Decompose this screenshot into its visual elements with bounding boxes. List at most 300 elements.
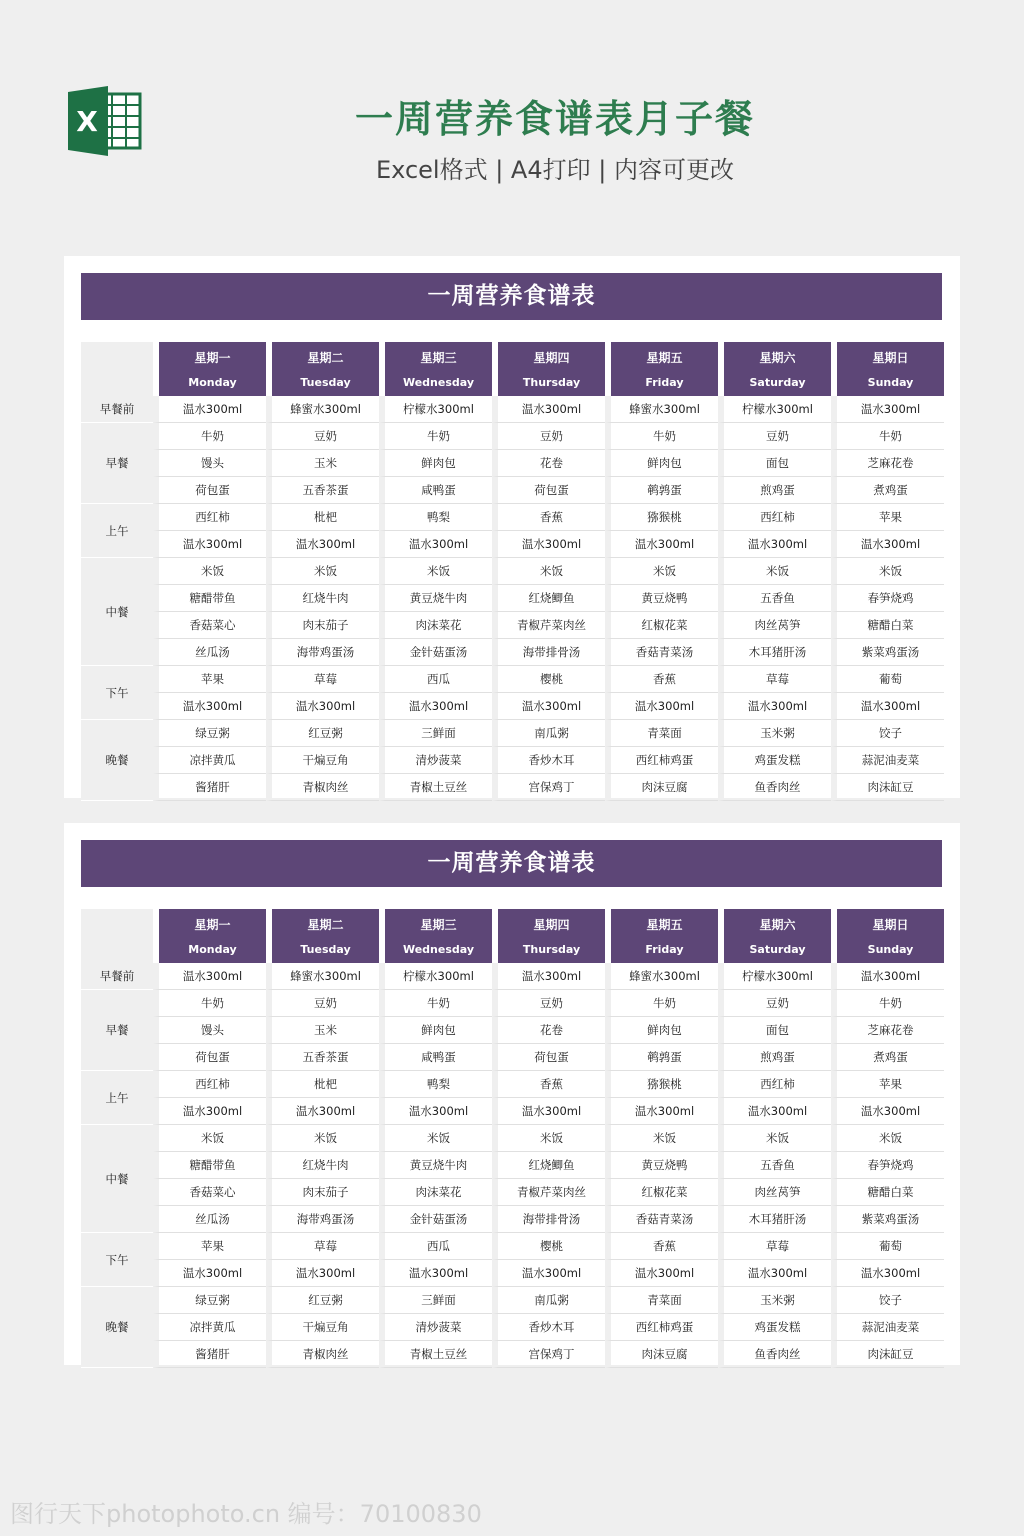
menu-cell[interactable]: 米饭 (718, 558, 831, 585)
menu-cell[interactable]: 温水300ml (605, 693, 718, 720)
menu-cell[interactable]: 西红柿 (153, 1071, 266, 1098)
menu-cell[interactable]: 糖醋白菜 (831, 612, 944, 639)
menu-cell[interactable]: 西瓜 (379, 666, 492, 693)
menu-cell[interactable]: 牛奶 (379, 423, 492, 450)
table-row (81, 1233, 944, 1260)
menu-cell[interactable]: 温水300ml (605, 531, 718, 558)
day-name-zh: 星期三 (420, 351, 457, 365)
menu-cell[interactable]: 温水300ml (266, 1260, 379, 1287)
menu-cell[interactable]: 枇杷 (266, 1071, 379, 1098)
menu-cell[interactable]: 清炒菠菜 (379, 1314, 492, 1341)
menu-cell[interactable]: 丝瓜汤 (153, 639, 266, 666)
table-row (81, 531, 944, 558)
day-name-en: Wednesday (402, 943, 475, 956)
menu-cell[interactable]: 温水300ml (153, 396, 266, 423)
day-name-zh: 星期六 (759, 918, 796, 932)
menu-cell[interactable]: 温水300ml (492, 396, 605, 423)
menu-cell[interactable]: 蜂蜜水300ml (266, 963, 379, 990)
menu-cell[interactable]: 温水300ml (266, 693, 379, 720)
menu-cell[interactable]: 猕猴桃 (605, 504, 718, 531)
page-subtitle: Excel格式 | A4打印 | 内容可更改 (376, 156, 734, 184)
menu-cell[interactable]: 玉米粥 (718, 720, 831, 747)
menu-cell[interactable]: 蒜泥油麦菜 (831, 747, 944, 774)
table-row (81, 504, 944, 531)
menu-cell[interactable]: 温水300ml (492, 963, 605, 990)
meal-label: 中餐 (81, 1125, 153, 1233)
menu-cell[interactable]: 香蕉 (492, 1071, 605, 1098)
menu-cell[interactable]: 黄豆烧鸭 (605, 585, 718, 612)
menu-cell[interactable]: 青菜面 (605, 1287, 718, 1314)
menu-cell[interactable]: 五香鱼 (718, 1152, 831, 1179)
menu-cell[interactable]: 米饭 (379, 558, 492, 585)
menu-cell[interactable]: 樱桃 (492, 666, 605, 693)
table-row (81, 666, 944, 693)
menu-cell[interactable]: 米饭 (492, 1125, 605, 1152)
menu-cell[interactable]: 柠檬水300ml (718, 963, 831, 990)
menu-cell[interactable]: 春笋烧鸡 (831, 1152, 944, 1179)
weekly-menu-table (81, 342, 944, 801)
menu-cell[interactable]: 玉米 (266, 450, 379, 477)
day-name-en: Tuesday (300, 376, 351, 389)
header-corner-cell (81, 909, 153, 963)
menu-cell[interactable]: 西红柿 (718, 1071, 831, 1098)
menu-cell[interactable]: 清炒菠菜 (379, 747, 492, 774)
menu-cell[interactable]: 温水300ml (831, 531, 944, 558)
menu-cell[interactable]: 荷包蛋 (492, 1044, 605, 1071)
menu-cell[interactable]: 香蕉 (492, 504, 605, 531)
day-name-zh: 星期二 (307, 351, 344, 365)
menu-cell[interactable]: 鲜肉包 (379, 1017, 492, 1044)
menu-cell[interactable]: 凉拌黄瓜 (153, 747, 266, 774)
menu-cell[interactable]: 米饭 (718, 1125, 831, 1152)
menu-cell[interactable]: 柠檬水300ml (379, 963, 492, 990)
menu-cell[interactable]: 煮鸡蛋 (831, 1044, 944, 1071)
menu-cell[interactable]: 宫保鸡丁 (492, 1341, 605, 1368)
menu-cell[interactable]: 五香茶蛋 (266, 1044, 379, 1071)
menu-cell[interactable]: 肉末茄子 (266, 612, 379, 639)
menu-cell[interactable]: 金针菇蛋汤 (379, 639, 492, 666)
table-row (81, 1044, 944, 1071)
day-name-zh: 星期六 (759, 351, 796, 365)
menu-cell[interactable]: 鸡蛋发糕 (718, 747, 831, 774)
menu-cell[interactable]: 红椒花菜 (605, 1179, 718, 1206)
menu-cell[interactable]: 牛奶 (153, 990, 266, 1017)
menu-cell[interactable]: 红烧鲫鱼 (492, 1152, 605, 1179)
menu-cell[interactable]: 芝麻花卷 (831, 1017, 944, 1044)
menu-cell[interactable]: 花卷 (492, 1017, 605, 1044)
meal-label: 早餐前 (81, 963, 153, 990)
table-row (81, 639, 944, 666)
table-row (81, 477, 944, 504)
menu-cell[interactable]: 温水300ml (718, 1098, 831, 1125)
day-header (153, 909, 266, 963)
menu-cell[interactable]: 煎鸡蛋 (718, 1044, 831, 1071)
day-name-en: Tuesday (300, 943, 351, 956)
menu-cell[interactable]: 温水300ml (605, 1098, 718, 1125)
menu-cell[interactable]: 鹌鹑蛋 (605, 477, 718, 504)
meal-label: 早餐 (81, 423, 153, 504)
menu-cell[interactable]: 米饭 (153, 1125, 266, 1152)
day-header (379, 342, 492, 396)
menu-cell[interactable]: 蒜泥油麦菜 (831, 1314, 944, 1341)
menu-cell[interactable]: 花卷 (492, 450, 605, 477)
day-name-en: Saturday (749, 943, 806, 956)
menu-cell[interactable]: 葡萄 (831, 1233, 944, 1260)
menu-cell[interactable]: 肉沫缸豆 (831, 1341, 944, 1368)
menu-cell[interactable]: 鱼香肉丝 (718, 774, 831, 801)
excel-logo-icon (68, 86, 142, 156)
menu-cell[interactable]: 鸭梨 (379, 1071, 492, 1098)
menu-cell[interactable]: 丝瓜汤 (153, 1206, 266, 1233)
menu-cell[interactable]: 青椒土豆丝 (379, 1341, 492, 1368)
day-name-en: Thursday (522, 376, 581, 389)
menu-cell[interactable]: 荷包蛋 (153, 1044, 266, 1071)
menu-cell[interactable]: 米饭 (492, 558, 605, 585)
menu-cell[interactable]: 柠檬水300ml (379, 396, 492, 423)
menu-cell[interactable]: 温水300ml (153, 1260, 266, 1287)
day-name-zh: 星期一 (194, 351, 231, 365)
menu-cell[interactable]: 西瓜 (379, 1233, 492, 1260)
table-row (81, 1341, 944, 1368)
menu-cell[interactable]: 绿豆粥 (153, 1287, 266, 1314)
menu-cell[interactable]: 春笋烧鸡 (831, 585, 944, 612)
day-name-zh: 星期四 (533, 351, 570, 365)
menu-cell[interactable]: 温水300ml (153, 693, 266, 720)
day-name-zh: 星期五 (646, 918, 683, 932)
menu-cell[interactable]: 鲜肉包 (379, 450, 492, 477)
menu-cell[interactable]: 豆奶 (718, 990, 831, 1017)
menu-cell[interactable]: 咸鸭蛋 (379, 477, 492, 504)
day-header (605, 909, 718, 963)
weekly-menu-table (81, 909, 944, 1368)
menu-cell[interactable]: 温水300ml (153, 531, 266, 558)
menu-cell[interactable]: 西红柿鸡蛋 (605, 747, 718, 774)
menu-cell[interactable]: 温水300ml (379, 693, 492, 720)
table-row (81, 1314, 944, 1341)
menu-cell[interactable]: 蜂蜜水300ml (266, 396, 379, 423)
menu-cell[interactable]: 海带排骨汤 (492, 1206, 605, 1233)
menu-cell[interactable]: 五香鱼 (718, 585, 831, 612)
table-row (81, 558, 944, 585)
menu-cell[interactable]: 温水300ml (718, 1260, 831, 1287)
menu-cell[interactable]: 豆奶 (492, 423, 605, 450)
svg-text:X: X (76, 105, 98, 138)
menu-cell[interactable]: 鸡蛋发糕 (718, 1314, 831, 1341)
menu-cell[interactable]: 青椒芹菜肉丝 (492, 612, 605, 639)
menu-cell[interactable]: 温水300ml (492, 693, 605, 720)
menu-cell[interactable]: 饺子 (831, 1287, 944, 1314)
menu-cell[interactable]: 温水300ml (153, 1098, 266, 1125)
card-title: 一周营养食谱表 (81, 840, 942, 887)
menu-cell[interactable]: 豆奶 (492, 990, 605, 1017)
page-title: 一周营养食谱表月子餐 (354, 97, 755, 141)
day-name-en: Wednesday (402, 376, 475, 389)
menu-cell[interactable]: 牛奶 (605, 990, 718, 1017)
menu-cell[interactable]: 豆奶 (266, 990, 379, 1017)
menu-cell[interactable]: 红烧牛肉 (266, 585, 379, 612)
menu-cell[interactable]: 红椒花菜 (605, 612, 718, 639)
menu-cell[interactable]: 牛奶 (379, 990, 492, 1017)
menu-cell[interactable]: 黄豆烧鸭 (605, 1152, 718, 1179)
menu-cell[interactable]: 木耳猪肝汤 (718, 639, 831, 666)
menu-cell[interactable]: 玉米 (266, 1017, 379, 1044)
menu-cell[interactable]: 糖醋带鱼 (153, 1152, 266, 1179)
menu-cell[interactable]: 玉米粥 (718, 1287, 831, 1314)
menu-cell[interactable]: 糖醋带鱼 (153, 585, 266, 612)
menu-cell[interactable]: 米饭 (266, 558, 379, 585)
table-row (81, 423, 944, 450)
table-row (81, 1260, 944, 1287)
day-name-zh: 星期日 (872, 351, 909, 365)
day-name-en: Friday (645, 943, 684, 956)
menu-cell[interactable]: 咸鸭蛋 (379, 1044, 492, 1071)
menu-cell[interactable]: 温水300ml (266, 531, 379, 558)
menu-cell[interactable]: 豆奶 (718, 423, 831, 450)
menu-cell[interactable]: 豆奶 (266, 423, 379, 450)
menu-cell[interactable]: 香炒木耳 (492, 1314, 605, 1341)
menu-cell[interactable]: 黄豆烧牛肉 (379, 1152, 492, 1179)
menu-cell[interactable]: 温水300ml (492, 1260, 605, 1287)
menu-cell[interactable]: 煎鸡蛋 (718, 477, 831, 504)
menu-cell[interactable]: 苹果 (831, 1071, 944, 1098)
menu-cell[interactable]: 鹌鹑蛋 (605, 1044, 718, 1071)
menu-cell[interactable]: 蜂蜜水300ml (605, 396, 718, 423)
menu-cell[interactable]: 鲜肉包 (605, 1017, 718, 1044)
menu-cell[interactable]: 枇杷 (266, 504, 379, 531)
menu-cell[interactable]: 青椒土豆丝 (379, 774, 492, 801)
day-header (718, 342, 831, 396)
menu-cell[interactable]: 肉沫豆腐 (605, 1341, 718, 1368)
meal-label: 早餐 (81, 990, 153, 1071)
day-header (831, 342, 944, 396)
menu-cell[interactable]: 饺子 (831, 720, 944, 747)
table-row (81, 396, 944, 423)
menu-card-2 (64, 823, 960, 1365)
menu-cell[interactable]: 香菇菜心 (153, 1179, 266, 1206)
menu-cell[interactable]: 米饭 (831, 1125, 944, 1152)
menu-cell[interactable]: 温水300ml (492, 1098, 605, 1125)
menu-cell[interactable]: 馒头 (153, 450, 266, 477)
menu-cell[interactable]: 青菜面 (605, 720, 718, 747)
meal-label: 上午 (81, 1071, 153, 1125)
day-name-zh: 星期三 (420, 918, 457, 932)
menu-cell[interactable]: 海带排骨汤 (492, 639, 605, 666)
menu-cell[interactable]: 青椒肉丝 (266, 774, 379, 801)
card-title: 一周营养食谱表 (81, 273, 942, 320)
menu-cell[interactable]: 木耳猪肝汤 (718, 1206, 831, 1233)
menu-cell[interactable]: 米饭 (605, 558, 718, 585)
menu-cell[interactable]: 西红柿 (153, 504, 266, 531)
table-row (81, 1287, 944, 1314)
day-header (266, 909, 379, 963)
table-row (81, 990, 944, 1017)
menu-cell[interactable]: 苹果 (153, 666, 266, 693)
day-name-zh: 星期五 (646, 351, 683, 365)
menu-table-viewport (81, 909, 942, 1361)
menu-cell[interactable]: 荷包蛋 (492, 477, 605, 504)
menu-cell[interactable]: 香炒木耳 (492, 747, 605, 774)
menu-cell[interactable]: 香菇青菜汤 (605, 1206, 718, 1233)
menu-cell[interactable]: 温水300ml (718, 693, 831, 720)
menu-cell[interactable]: 青椒芹菜肉丝 (492, 1179, 605, 1206)
menu-cell[interactable]: 草莓 (718, 666, 831, 693)
menu-cell[interactable]: 西红柿 (718, 504, 831, 531)
menu-cell[interactable]: 鸭梨 (379, 504, 492, 531)
menu-cell[interactable]: 米饭 (153, 558, 266, 585)
menu-cell[interactable]: 绿豆粥 (153, 720, 266, 747)
watermark-text: 图行天下photophoto.cn 编号：70100830 (10, 1500, 482, 1528)
menu-cell[interactable]: 金针菇蛋汤 (379, 1206, 492, 1233)
menu-cell[interactable]: 肉丝莴笋 (718, 1179, 831, 1206)
menu-cell[interactable]: 猕猴桃 (605, 1071, 718, 1098)
menu-cell[interactable]: 蜂蜜水300ml (605, 963, 718, 990)
table-row (81, 774, 944, 801)
menu-cell[interactable]: 肉沫缸豆 (831, 774, 944, 801)
table-row (81, 612, 944, 639)
menu-cell[interactable]: 肉沫菜花 (379, 612, 492, 639)
menu-cell[interactable]: 温水300ml (831, 1260, 944, 1287)
day-header (153, 342, 266, 396)
header-corner-cell (81, 342, 153, 396)
meal-label: 早餐前 (81, 396, 153, 423)
meal-label: 下午 (81, 1233, 153, 1287)
table-row (81, 1098, 944, 1125)
menu-cell[interactable]: 肉沫菜花 (379, 1179, 492, 1206)
menu-cell[interactable]: 温水300ml (379, 531, 492, 558)
menu-cell[interactable]: 温水300ml (831, 963, 944, 990)
menu-cell[interactable]: 酱猪肝 (153, 1341, 266, 1368)
table-row (81, 1179, 944, 1206)
table-row (81, 1152, 944, 1179)
menu-cell[interactable]: 米饭 (266, 1125, 379, 1152)
menu-cell[interactable]: 米饭 (605, 1125, 718, 1152)
day-header (492, 909, 605, 963)
meal-label: 晚餐 (81, 1287, 153, 1368)
day-name-zh: 星期二 (307, 918, 344, 932)
menu-cell[interactable]: 苹果 (153, 1233, 266, 1260)
menu-cell[interactable]: 香蕉 (605, 666, 718, 693)
day-name-en: Saturday (749, 376, 806, 389)
day-header (831, 909, 944, 963)
table-row (81, 585, 944, 612)
day-name-en: Thursday (522, 943, 581, 956)
menu-cell[interactable]: 肉末茄子 (266, 1179, 379, 1206)
day-header (379, 909, 492, 963)
menu-cell[interactable]: 香蕉 (605, 1233, 718, 1260)
table-row (81, 1017, 944, 1044)
day-name-en: Monday (188, 376, 237, 389)
menu-cell[interactable]: 凉拌黄瓜 (153, 1314, 266, 1341)
day-header (605, 342, 718, 396)
menu-cell[interactable]: 干煸豆角 (266, 1314, 379, 1341)
menu-cell[interactable]: 草莓 (266, 1233, 379, 1260)
menu-cell[interactable]: 肉丝莴笋 (718, 612, 831, 639)
meal-label: 中餐 (81, 558, 153, 666)
menu-cell[interactable]: 温水300ml (831, 1098, 944, 1125)
day-name-en: Monday (188, 943, 237, 956)
menu-cell[interactable]: 红烧牛肉 (266, 1152, 379, 1179)
menu-cell[interactable]: 红烧鲫鱼 (492, 585, 605, 612)
menu-cell[interactable]: 温水300ml (831, 693, 944, 720)
meal-label: 上午 (81, 504, 153, 558)
menu-cell[interactable]: 柠檬水300ml (718, 396, 831, 423)
table-row (81, 747, 944, 774)
menu-cell[interactable]: 牛奶 (605, 423, 718, 450)
menu-cell[interactable]: 南瓜粥 (492, 720, 605, 747)
menu-cell[interactable]: 馒头 (153, 1017, 266, 1044)
menu-card-1 (64, 256, 960, 798)
menu-cell[interactable]: 温水300ml (718, 531, 831, 558)
menu-cell[interactable]: 牛奶 (831, 423, 944, 450)
menu-cell[interactable]: 温水300ml (266, 1098, 379, 1125)
menu-cell[interactable]: 牛奶 (831, 990, 944, 1017)
menu-cell[interactable]: 面包 (718, 1017, 831, 1044)
menu-cell[interactable]: 樱桃 (492, 1233, 605, 1260)
menu-cell[interactable]: 草莓 (266, 666, 379, 693)
menu-cell[interactable]: 煮鸡蛋 (831, 477, 944, 504)
menu-cell[interactable]: 宫保鸡丁 (492, 774, 605, 801)
menu-cell[interactable]: 香菇菜心 (153, 612, 266, 639)
menu-cell[interactable]: 酱猪肝 (153, 774, 266, 801)
menu-cell[interactable]: 青椒肉丝 (266, 1341, 379, 1368)
menu-cell[interactable]: 温水300ml (379, 1260, 492, 1287)
day-header (266, 342, 379, 396)
menu-cell[interactable]: 苹果 (831, 504, 944, 531)
menu-cell[interactable]: 面包 (718, 450, 831, 477)
menu-cell[interactable]: 牛奶 (153, 423, 266, 450)
table-row (81, 450, 944, 477)
menu-cell[interactable]: 海带鸡蛋汤 (266, 639, 379, 666)
menu-cell[interactable]: 温水300ml (492, 531, 605, 558)
menu-cell[interactable]: 海带鸡蛋汤 (266, 1206, 379, 1233)
day-name-en: Sunday (867, 943, 914, 956)
day-header (718, 909, 831, 963)
menu-cell[interactable]: 南瓜粥 (492, 1287, 605, 1314)
menu-cell[interactable]: 温水300ml (379, 1098, 492, 1125)
table-row (81, 1125, 944, 1152)
meal-label: 晚餐 (81, 720, 153, 801)
menu-cell[interactable]: 糖醋白菜 (831, 1179, 944, 1206)
menu-cell[interactable]: 温水300ml (831, 396, 944, 423)
menu-cell[interactable]: 温水300ml (605, 1260, 718, 1287)
menu-cell[interactable]: 荷包蛋 (153, 477, 266, 504)
menu-cell[interactable]: 肉沫豆腐 (605, 774, 718, 801)
menu-cell[interactable]: 温水300ml (153, 963, 266, 990)
table-row (81, 1071, 944, 1098)
menu-cell[interactable]: 红豆粥 (266, 1287, 379, 1314)
menu-cell[interactable]: 紫菜鸡蛋汤 (831, 1206, 944, 1233)
day-name-zh: 星期四 (533, 918, 570, 932)
menu-cell[interactable]: 三鲜面 (379, 1287, 492, 1314)
menu-cell[interactable]: 西红柿鸡蛋 (605, 1314, 718, 1341)
menu-cell[interactable]: 米饭 (831, 558, 944, 585)
menu-cell[interactable]: 芝麻花卷 (831, 450, 944, 477)
menu-cell[interactable]: 葡萄 (831, 666, 944, 693)
menu-cell[interactable]: 红豆粥 (266, 720, 379, 747)
menu-cell[interactable]: 黄豆烧牛肉 (379, 585, 492, 612)
menu-cell[interactable]: 三鲜面 (379, 720, 492, 747)
day-name-zh: 星期日 (872, 918, 909, 932)
menu-cell[interactable]: 米饭 (379, 1125, 492, 1152)
menu-cell[interactable]: 五香茶蛋 (266, 477, 379, 504)
day-name-en: Sunday (867, 376, 914, 389)
menu-cell[interactable]: 干煸豆角 (266, 747, 379, 774)
menu-cell[interactable]: 草莓 (718, 1233, 831, 1260)
menu-cell[interactable]: 鱼香肉丝 (718, 1341, 831, 1368)
menu-cell[interactable]: 香菇青菜汤 (605, 639, 718, 666)
menu-cell[interactable]: 鲜肉包 (605, 450, 718, 477)
menu-cell[interactable]: 紫菜鸡蛋汤 (831, 639, 944, 666)
